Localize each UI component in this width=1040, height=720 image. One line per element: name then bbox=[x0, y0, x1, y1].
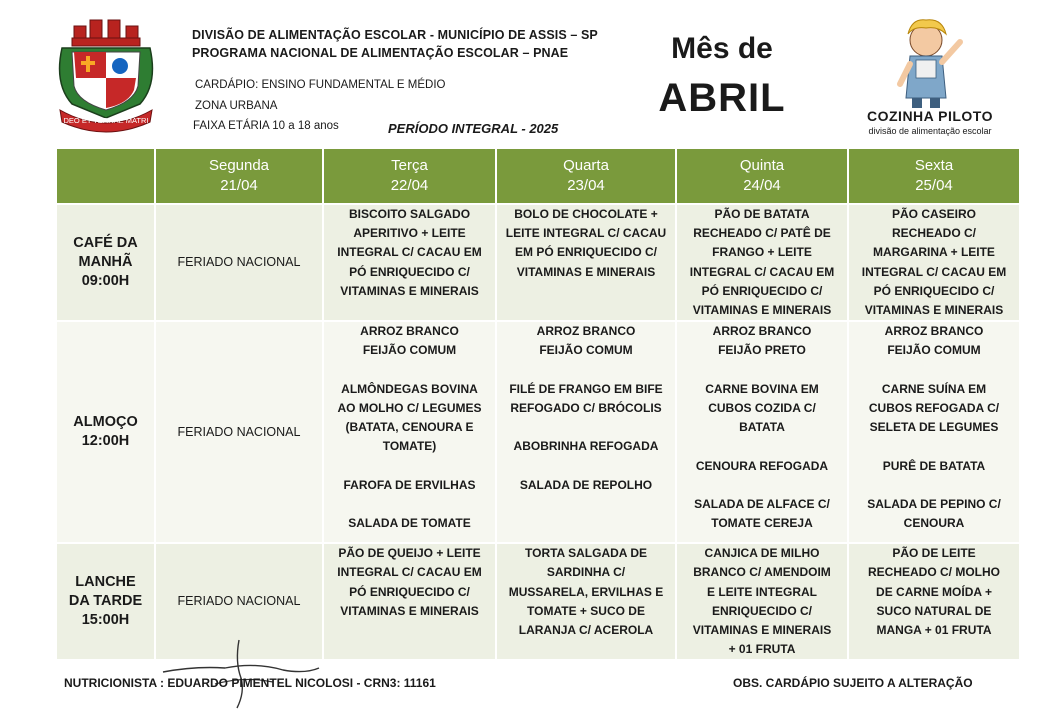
menu-item-line: MANGA + 01 FRUTA bbox=[876, 623, 992, 638]
menu-cell bbox=[496, 321, 676, 543]
menu-cell bbox=[323, 543, 496, 660]
menu-item-line: SARDINHA C/ bbox=[546, 565, 626, 580]
menu-item-line: ABOBRINHA REFOGADA bbox=[513, 439, 659, 454]
menu-item-line: TOMATE) bbox=[382, 439, 437, 454]
menu-item-line: FEIJÃO COMUM bbox=[887, 343, 981, 358]
menu-item-line: TOMATE + SUCO DE bbox=[527, 603, 645, 618]
menu-cell bbox=[323, 204, 496, 321]
menu-item-line: PURÊ DE BATATA bbox=[882, 458, 986, 473]
menu-item-line: ALMÔNDEGAS BOVINA bbox=[341, 381, 478, 396]
menu-item-line bbox=[679, 361, 845, 380]
menu-item-line bbox=[499, 457, 673, 476]
menu-cell bbox=[848, 543, 1020, 660]
menu-item-line: TORTA SALGADA DE bbox=[525, 546, 647, 561]
day-header-quinta bbox=[676, 148, 848, 204]
menu-item-line: RECHEADO C/ PATÊ DE bbox=[693, 226, 831, 241]
menu-item-line: MARGARINA + LEITE bbox=[873, 245, 995, 260]
header-periodo: PERÍODO INTEGRAL - 2025 bbox=[388, 121, 559, 136]
menu-item-line: PÓ ENRIQUECIDO C/ bbox=[349, 264, 470, 279]
menu-item-line: FEIJÃO COMUM bbox=[539, 343, 633, 358]
menu-item-line: VITAMINAS E MINERAIS bbox=[864, 303, 1004, 318]
menu-item-line: RECHEADO C/ MOLHO bbox=[868, 565, 1000, 580]
menu-item-line: VITAMINAS E MINERAIS bbox=[340, 603, 479, 618]
header-division-line: DIVISÃO DE ALIMENTAÇÃO ESCOLAR - MUNICÍPIO DE ASSIS – SP bbox=[192, 28, 598, 42]
menu-header-row bbox=[56, 148, 1020, 204]
menu-item-line: CANJICA DE MILHO bbox=[704, 546, 820, 561]
footer-observation: OBS. CARDÁPIO SUJEITO A ALTERAÇÃO bbox=[733, 676, 973, 690]
menu-item-line: (BATATA, CENOURA E bbox=[345, 420, 474, 435]
menu-item-line: BOLO DE CHOCOLATE + bbox=[514, 207, 658, 221]
menu-item-line: SALADA DE TOMATE bbox=[348, 516, 471, 531]
meal-label bbox=[56, 321, 155, 543]
header-cardapio: CARDÁPIO: ENSINO FUNDAMENTAL E MÉDIO bbox=[195, 79, 446, 91]
menu-item-line: TOMATE CEREJA bbox=[711, 516, 813, 531]
header-program-line: PROGRAMA NACIONAL DE ALIMENTAÇÃO ESCOLAR – PNAE bbox=[192, 46, 569, 60]
menu-item-line: CENOURA REFOGADA bbox=[695, 458, 829, 473]
menu-item-line: PÓ ENRIQUECIDO C/ bbox=[873, 283, 995, 298]
day-date: 23/04 bbox=[567, 177, 605, 194]
menu-item-line: BATATA bbox=[739, 420, 785, 435]
day-name: Segunda bbox=[208, 157, 270, 174]
menu-item-line: SELETA DE LEGUMES bbox=[869, 420, 999, 435]
menu-item-line: PÃO DE BATATA bbox=[714, 207, 810, 221]
menu-item-line: E LEITE INTEGRAL bbox=[706, 584, 817, 599]
menu-item-line: FEIJÃO COMUM bbox=[362, 343, 457, 358]
menu-item-line: ARROZ BRANCO bbox=[360, 324, 459, 339]
menu-item-line: PÓ ENRIQUECIDO C/ bbox=[349, 584, 470, 599]
day-date: 22/04 bbox=[390, 177, 429, 194]
meal-row bbox=[56, 321, 1020, 543]
menu-item-line: ARROZ BRANCO bbox=[536, 324, 636, 339]
day-date: 25/04 bbox=[915, 177, 953, 194]
menu-item-line: INTEGRAL C/ CACAU EM bbox=[861, 264, 1007, 279]
day-name: Terça bbox=[391, 157, 428, 174]
menu-item-line: ARROZ BRANCO bbox=[712, 324, 812, 339]
menu-item-line: MUSSARELA, ERVILHAS E bbox=[508, 584, 664, 599]
menu-item-line bbox=[499, 361, 673, 380]
menu-item-line bbox=[679, 476, 845, 495]
menu-item-line: FRANGO + LEITE bbox=[712, 245, 812, 260]
menu-item-line bbox=[326, 495, 493, 514]
menu-item-line: RECHEADO C/ bbox=[891, 226, 976, 241]
menu-item-line: LARANJA C/ ACEROLA bbox=[518, 623, 654, 638]
crest-motto: DEO ET TERRAE MATRI bbox=[63, 116, 149, 125]
meal-label-line: 15:00H bbox=[81, 612, 130, 629]
menu-item-line: FERIADO NACIONAL bbox=[177, 424, 301, 439]
meal-label-line: ALMOÇO bbox=[73, 414, 138, 431]
meal-label-line: CAFÉ DA bbox=[73, 234, 138, 251]
menu-item-line: PÃO DE QUEIJO + LEITE bbox=[338, 546, 481, 561]
menu-item-line bbox=[326, 361, 493, 380]
menu-cell bbox=[155, 321, 323, 543]
meal-label-line: DA TARDE bbox=[68, 593, 143, 610]
menu-item-line: VITAMINAS E MINERAIS bbox=[692, 623, 832, 638]
menu-item-line: PÃO CASEIRO bbox=[891, 207, 976, 221]
meal-row bbox=[56, 204, 1020, 321]
menu-item-line: AO MOLHO C/ LEGUMES bbox=[337, 401, 482, 416]
corner-header-cell bbox=[56, 148, 155, 204]
menu-item-line: CARNE SUÍNA EM bbox=[881, 381, 987, 396]
menu-cell bbox=[848, 204, 1020, 321]
menu-item-line: + 01 FRUTA bbox=[728, 642, 796, 657]
menu-item-line: EM PÓ ENRIQUECIDO C/ bbox=[514, 245, 657, 260]
menu-item-line: VITAMINAS E MINERAIS bbox=[516, 264, 656, 279]
meal-label-line: 09:00H bbox=[81, 273, 130, 290]
menu-item-line: SALADA DE REPOLHO bbox=[519, 477, 653, 492]
menu-cell bbox=[676, 204, 848, 321]
menu-item-line: INTEGRAL C/ CACAU EM bbox=[337, 565, 482, 580]
menu-item-line: CUBOS REFOGADA C/ bbox=[868, 401, 1000, 416]
menu-item-line: BISCOITO SALGADO bbox=[348, 207, 471, 221]
menu-item-line: VITAMINAS E MINERAIS bbox=[340, 283, 479, 298]
meal-label bbox=[56, 204, 155, 321]
menu-cell bbox=[323, 321, 496, 543]
menu-item-line bbox=[851, 361, 1017, 380]
menu-item-line: LEITE INTEGRAL C/ CACAU bbox=[505, 226, 667, 241]
menu-item-line: FEIJÃO PRETO bbox=[718, 343, 806, 358]
menu-item-line: FERIADO NACIONAL bbox=[177, 594, 301, 609]
day-name: Quinta bbox=[739, 157, 785, 174]
day-header-sexta bbox=[848, 148, 1020, 204]
menu-item-line: FERIADO NACIONAL bbox=[177, 255, 301, 269]
logo-subtitle: divisão de alimentação escolar bbox=[868, 126, 992, 136]
menu-cell bbox=[496, 204, 676, 321]
menu-item-line bbox=[851, 476, 1017, 495]
day-header-tera bbox=[323, 148, 496, 204]
month-name: ABRIL bbox=[658, 76, 786, 120]
day-header-quarta bbox=[496, 148, 676, 204]
menu-cell bbox=[848, 321, 1020, 543]
day-date: 21/04 bbox=[220, 177, 258, 194]
menu-item-line bbox=[851, 437, 1017, 456]
menu-item-line: FILÉ DE FRANGO EM BIFE bbox=[509, 381, 663, 396]
document-header bbox=[0, 0, 1040, 145]
day-header-segunda bbox=[155, 148, 323, 204]
menu-cell bbox=[676, 321, 848, 543]
day-name: Sexta bbox=[914, 157, 954, 174]
menu-item-line: APERITIVO + LEITE bbox=[353, 226, 466, 241]
menu-item-line: SALADA DE ALFACE C/ bbox=[694, 497, 830, 511]
menu-item-line: SALADA DE PEPINO C/ bbox=[867, 497, 1001, 511]
menu-item-line: ARROZ BRANCO bbox=[884, 324, 984, 339]
menu-item-line: DE CARNE MOÍDA + bbox=[876, 584, 992, 599]
nutritionist-signature bbox=[155, 632, 325, 714]
day-name: Quarta bbox=[563, 157, 609, 174]
day-date: 24/04 bbox=[743, 177, 781, 194]
menu-item-line: REFOGADO C/ BRÓCOLIS bbox=[510, 401, 662, 416]
menu-item-line bbox=[499, 418, 673, 437]
menu-item-line: CENOURA bbox=[903, 516, 965, 531]
menu-item-line: FAROFA DE ERVILHAS bbox=[343, 477, 476, 492]
menu-cell bbox=[676, 543, 848, 660]
menu-cell bbox=[496, 543, 676, 660]
menu-item-line: INTEGRAL C/ CACAU EM bbox=[337, 245, 482, 260]
weekly-menu-table bbox=[55, 147, 1021, 661]
header-faixa-etaria: FAIXA ETÁRIA 10 a 18 anos bbox=[193, 120, 339, 132]
meal-label-line: MANHÃ bbox=[78, 254, 133, 271]
menu-item-line: VITAMINAS E MINERAIS bbox=[692, 303, 832, 318]
menu-item-line: BRANCO C/ AMENDOIM bbox=[693, 565, 831, 580]
logo-brand-name: COZINHA PILOTO bbox=[867, 108, 993, 124]
menu-item-line: PÓ ENRIQUECIDO C/ bbox=[701, 283, 823, 298]
menu-item-line: SUCO NATURAL DE bbox=[876, 603, 992, 618]
menu-item-line bbox=[679, 437, 845, 456]
month-title-label: Mês de bbox=[671, 32, 773, 65]
menu-item-line: CARNE BOVINA EM bbox=[705, 381, 819, 396]
menu-item-line: PÃO DE LEITE bbox=[892, 546, 976, 561]
header-zona: ZONA URBANA bbox=[195, 100, 278, 112]
footer-nutritionist: NUTRICIONISTA : EDUARDO PIMENTEL NICOLOSI - CRN3: 11161 bbox=[64, 676, 436, 690]
menu-item-line: INTEGRAL C/ CACAU EM bbox=[689, 264, 835, 279]
menu-item-line bbox=[326, 457, 493, 476]
menu-item-line: CUBOS COZIDA C/ bbox=[708, 401, 816, 416]
city-crest-logo bbox=[50, 14, 162, 136]
meal-label-line: LANCHE bbox=[75, 574, 136, 591]
menu-cell bbox=[155, 204, 323, 321]
menu-item-line: ENRIQUECIDO C/ bbox=[711, 603, 812, 618]
meal-label-line: 12:00H bbox=[81, 433, 130, 450]
meal-label bbox=[56, 543, 155, 660]
